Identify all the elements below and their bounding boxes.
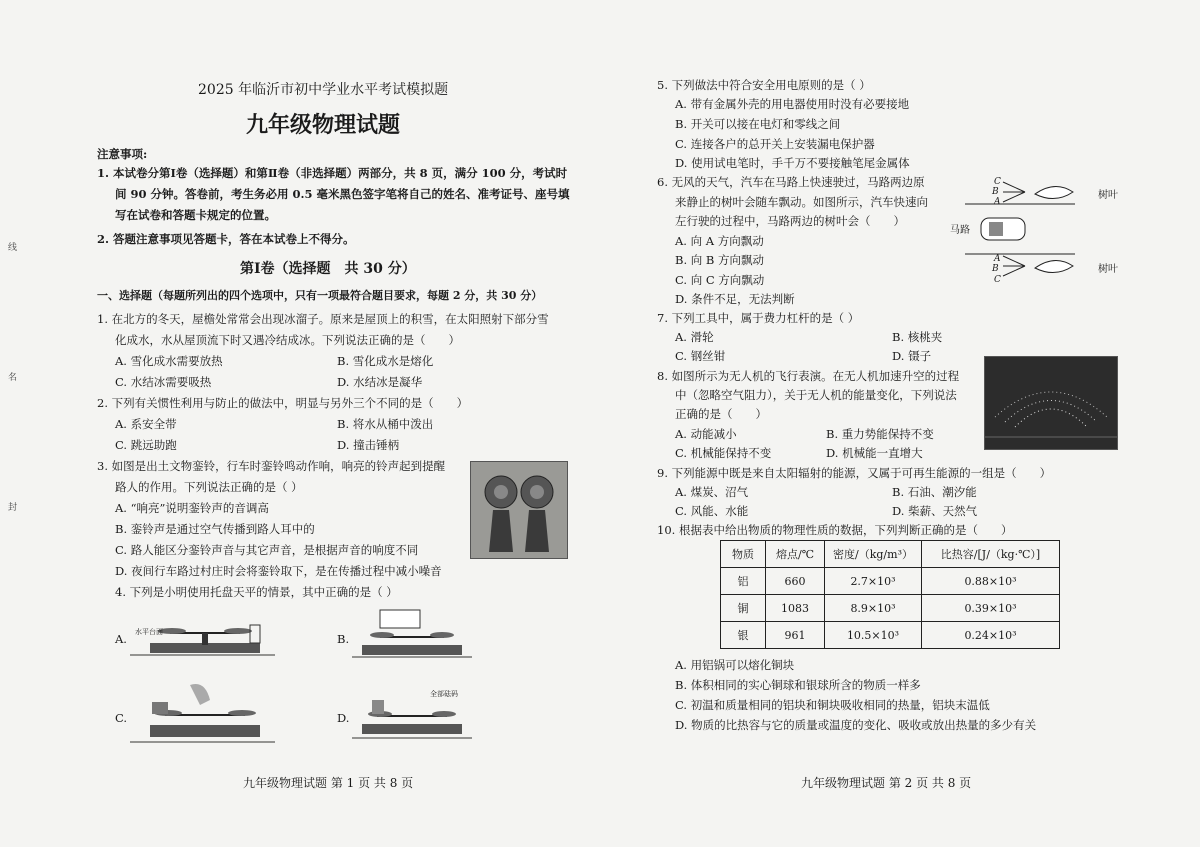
- table-header-cell: 物质: [721, 541, 766, 568]
- table-header-row: [721, 541, 1060, 568]
- leaf-label-top: 树叶: [1098, 190, 1118, 201]
- notice-1-line-2: 间 90 分钟。答卷前，考生务必用 0.5 毫米黑色签字笔将自己的姓名、准考证号、座号填: [115, 187, 570, 201]
- q1-line-1: 1. 在北方的冬天，屋檐处常常会出现冰溜子。原来是屋顶上的积雪，在太阳照射下部分雪: [97, 312, 549, 326]
- q8-option-c: C. 机械能保持不变: [675, 446, 772, 460]
- q8-line-3: 正确的是（ ）: [675, 407, 767, 421]
- table-row: [721, 595, 1060, 622]
- table-cell: 0.24×10³: [922, 622, 1060, 649]
- table-header-cell: 密度/（kg/m³）: [825, 541, 922, 568]
- q1-option-c: C. 水结冰需要吸热: [115, 375, 212, 389]
- q7-option-b: B. 核桃夹: [892, 330, 943, 344]
- leaf-bottom-icon: [1035, 260, 1073, 272]
- q10-stem: 10. 根据表中给出物质的物理性质的数据，下列判断正确的是（ ）: [657, 523, 1013, 537]
- q4-caption-weights: 全部砝码: [430, 690, 458, 698]
- q7-option-d: D. 镊子: [892, 349, 932, 363]
- right-page: [600, 0, 1200, 847]
- q2-stem: 2. 下列有关惯性利用与防止的做法中，明显与另外三个不同的是（ ）: [97, 396, 469, 410]
- part-title: 一、选择题（每题所列出的四个选项中，只有一项最符合题目要求，每题 2 分，共 30 分）: [97, 289, 543, 302]
- table-cell: 660: [766, 568, 825, 595]
- binding-mark-seal: 封: [8, 503, 18, 513]
- balance-a-icon: [130, 615, 275, 660]
- q5-option-b: B. 开关可以接在电灯和零线之间: [675, 117, 841, 131]
- q6-option-b: B. 向 B 方向飘动: [675, 253, 765, 267]
- dir-a-bottom: A: [994, 254, 1001, 264]
- q2-option-d: D. 撞击锤柄: [337, 438, 400, 452]
- table-cell: 961: [766, 622, 825, 649]
- leaf-label-bottom: 树叶: [1098, 264, 1118, 275]
- exam-header: 2025 年临沂市初中学业水平考试模拟题: [198, 82, 449, 98]
- q8-line-2: 中（忽略空气阻力），关于无人机的能量变化，下列说法: [675, 388, 957, 402]
- q9-option-a: A. 煤炭、沼气: [675, 485, 749, 499]
- page-2-footer: 九年级物理试题 第 2 页 共 8 页: [801, 776, 972, 790]
- q6-option-a: A. 向 A 方向飘动: [675, 234, 764, 248]
- q7-stem: 7. 下列工具中，属于费力杠杆的是（ ）: [657, 311, 860, 325]
- notice-1-line-1: 1. 本试卷分第Ⅰ卷（选择题）和第Ⅱ卷（非选择题）两部分，共 8 页，满分 100 分，考试时: [97, 166, 568, 180]
- q10-option-d: D. 物质的比热容与它的质量或温度的变化、吸收或放出热量的多少有关: [675, 718, 1037, 732]
- table-cell: 0.88×10³: [922, 568, 1060, 595]
- notice-2: 2. 答题注意事项见答题卡，答在本试卷上不得分。: [97, 232, 355, 246]
- q10-option-c: C. 初温和质量相同的铝块和铜块吸收相同的热量，铝块末温低: [675, 698, 990, 712]
- q9-option-b: B. 石油、潮汐能: [892, 485, 977, 499]
- q2-option-c: C. 跳远助跑: [115, 438, 177, 452]
- notice-heading: 注意事项:: [97, 147, 148, 161]
- q3-option-a: A. “响亮”说明銮铃声的音调高: [115, 501, 269, 515]
- q9-option-d: D. 柴薪、天然气: [892, 504, 978, 518]
- q10-option-a: A. 用铝锅可以熔化铜块: [675, 658, 795, 672]
- drone-lights-icon: [985, 357, 1117, 449]
- q3-option-b: B. 銮铃声是通过空气传播到路人耳中的: [115, 522, 315, 536]
- q1-option-d: D. 水结冰是凝华: [337, 375, 423, 389]
- q8-option-d: D. 机械能一直增大: [826, 446, 923, 460]
- q7-option-c: C. 钢丝钳: [675, 349, 726, 363]
- table-cell: 银: [721, 622, 766, 649]
- road-label: 马路: [950, 225, 970, 236]
- bells-photo: [470, 461, 568, 559]
- q7-option-a: A. 滑轮: [675, 330, 714, 344]
- table-cell: 0.39×10³: [922, 595, 1060, 622]
- q3-option-c: C. 路人能区分銮铃声音与其它声音，是根据声音的响度不同: [115, 543, 419, 557]
- table-cell: 2.7×10³: [825, 568, 922, 595]
- binding-mark-line: 线: [8, 243, 18, 253]
- q2-option-b: B. 将水从桶中泼出: [337, 417, 434, 431]
- q5-stem: 5. 下列做法中符合安全用电原则的是（ ）: [657, 78, 871, 92]
- q5-option-a: A. 带有金属外壳的用电器使用时没有必要接地: [675, 97, 910, 111]
- q4-label-b: B.: [337, 632, 350, 646]
- dir-b-bottom: B: [992, 264, 999, 274]
- q4-caption-table: 水平台面: [135, 628, 163, 636]
- q8-line-1: 8. 如图所示为无人机的飞行表演。在无人机加速升空的过程: [657, 369, 960, 383]
- q1-line-2: 化成水，水从屋顶流下时又遇冷结成冰。下列说法正确的是（ ）: [115, 333, 460, 347]
- q4-label-d: D.: [337, 711, 350, 725]
- q6-option-c: C. 向 C 方向飘动: [675, 273, 765, 287]
- q9-option-c: C. 风能、水能: [675, 504, 749, 518]
- table-cell: 铜: [721, 595, 766, 622]
- properties-table: [720, 540, 1060, 649]
- page-1-footer: 九年级物理试题 第 1 页 共 8 页: [243, 776, 414, 790]
- table-cell: 铝: [721, 568, 766, 595]
- q8-option-a: A. 动能减小: [675, 427, 737, 441]
- q6-option-d: D. 条件不足，无法判断: [675, 292, 795, 306]
- q5-option-d: D. 使用试电笔时，手千万不要接触笔尾金属体: [675, 156, 910, 170]
- dir-c-top: C: [994, 177, 1001, 187]
- q3-line-1: 3. 如图是出土文物銮铃，行车时銮铃鸣动作响，响亮的铃声起到提醒: [97, 459, 446, 473]
- q6-line-1: 6. 无风的天气，汽车在马路上快速驶过，马路两边原: [657, 175, 925, 189]
- q5-option-c: C. 连接各户的总开关上安装漏电保护器: [675, 137, 875, 151]
- dir-b-top: B: [992, 187, 999, 197]
- dir-a-top: A: [994, 197, 1001, 207]
- table-header-cell: 熔点/℃: [766, 541, 825, 568]
- q3-option-d: D. 夜间行车路过村庄时会将銮铃取下，是在传播过程中减小噪音: [115, 564, 442, 578]
- table-header-cell: 比热容/[J/（kg·℃）]: [922, 541, 1060, 568]
- table-row: [721, 622, 1060, 649]
- table-cell: 8.9×10³: [825, 595, 922, 622]
- q4-stem: 4. 下列是小明使用托盘天平的情景，其中正确的是（ ）: [115, 585, 398, 599]
- bells-icon: [471, 462, 567, 558]
- binding-mark-name: 名: [8, 373, 18, 383]
- q9-stem: 9. 下列能源中既是来自太阳辐射的能源，又属于可再生能源的一组是（ ）: [657, 466, 1052, 480]
- balance-b-icon: [352, 605, 472, 663]
- q3-line-2: 路人的作用。下列说法正确的是（ ）: [115, 480, 303, 494]
- q2-option-a: A. 系安全带: [115, 417, 177, 431]
- q10-option-b: B. 体积相同的实心铜球和银球所含的物质一样多: [675, 678, 921, 692]
- drone-show-photo: [984, 356, 1118, 450]
- dir-c-bottom: C: [994, 275, 1001, 285]
- q1-option-a: A. 雪化成水需要放热: [115, 354, 223, 368]
- leaf-top-icon: [1035, 186, 1073, 198]
- exam-title: 九年级物理试题: [246, 112, 401, 138]
- table-cell: 1083: [766, 595, 825, 622]
- balance-c-icon: [130, 680, 275, 750]
- table-cell: 10.5×10³: [825, 622, 922, 649]
- q4-label-c: C.: [115, 711, 128, 725]
- notice-1-line-3: 写在试卷和答题卡规定的位置。: [115, 208, 276, 222]
- q1-option-b: B. 雪化成水是熔化: [337, 354, 434, 368]
- q8-option-b: B. 重力势能保持不变: [826, 427, 934, 441]
- q6-line-3: 左行驶的过程中，马路两边的树叶会（ ）: [675, 214, 905, 228]
- section-title: 第Ⅰ卷（选择题 共 30 分）: [240, 261, 416, 277]
- table-row: [721, 568, 1060, 595]
- q6-line-2: 来静止的树叶会随车飘动。如图所示，汽车快速向: [675, 195, 928, 209]
- q4-label-a: A.: [115, 632, 127, 646]
